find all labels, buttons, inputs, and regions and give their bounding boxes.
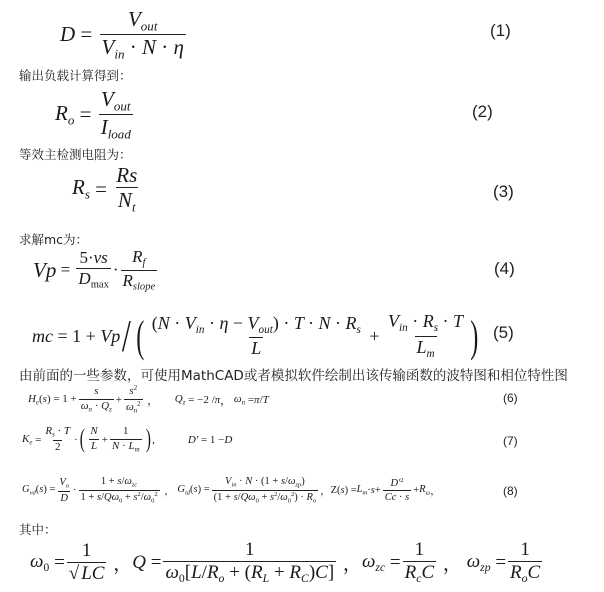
equation-4: Vp = $\frac{5\cdot vs}{D_{max}}$ · $\frac{R_f}{R_{slope}}$ (33, 247, 156, 293)
equation-1: D = $\frac{V_{out}}{V_{in} \cdot N \cdot \eta}$ (60, 7, 184, 62)
equation-number-7: (7) (503, 434, 518, 448)
paragraph-bode-plot: 由前面的一些参数，可使用MathCAD或者模拟软件绘制出该传输函数的波特图和相位特性图 (19, 368, 568, 384)
equation-number-8: (8) (503, 484, 518, 498)
equation-2: $R_o$ = $\frac{V_{out}}{I_{load}}$ (55, 87, 131, 142)
equation-number-6: (6) (503, 391, 518, 405)
equation-5: mc = 1 + Vp / ( $\frac{(N \cdot V_{in} \cdot \eta - V_{out}) \cdot T \cdot N \cdot R_s}{L}$ + $\frac{V_{in} \cdot R_s \cdot T}{L_m}$ ) (32, 309, 479, 361)
equation-number-5: (5) (493, 323, 514, 342)
paragraph-sense-resistor: 等效主检测电阻为： (19, 147, 132, 162)
equation-6: $H_e(s) = 1$ + $\frac{s}{\omega_n \cdot Q_z}$ + $\frac{s^2}{\omega_n^2}$ ， $Q_z$ = −2 / π ， $\omega_n$ = π / T (28, 385, 269, 415)
paragraph-output-load: 输出负载计算得到： (19, 68, 132, 83)
paragraph-solve-mc: 求解mc为： (19, 232, 89, 247)
equation-7: $K_e$ = $\frac{R_s \cdot T}{2}$ · ( $\frac{N}{L}$ + $\frac{1}{N \cdot L_m}$ ) , D' = 1 − D (22, 424, 233, 454)
equation-3: $R_s$ = $\frac{Rs}{N_t}$ (72, 163, 138, 215)
equation-number-1: (1) (490, 21, 511, 40)
paragraph-where: 其中： (19, 522, 57, 537)
equation-9: $\omega_0$ = $\frac{1}{√ LC}$ ， Q = $\frac{1}{\omega_0[L/R_o + (R_L + R_C)C]}$ ， $\omega_{zc}$ = $\frac{1}{R_cC}$ ， $\omega_{zp}$ = $\frac{1}{R_oC}$ (30, 539, 541, 586)
equation-number-2: (2) (472, 102, 493, 121)
equation-8: $G_{vd}(s)$ = $\frac{V_o}{D}$ · $\frac{1 + s/\omega_{zc}}{1 + s/Q\omega_0 + s^2/\omega_0^2}$ ， $G_{id}(s)$ = $\frac{V_{in} \cdot N \cdot (1 + s/\omega_{zp})}{(1 + s/Q\omega_0 + s^2/\omega_0^2) \cdot R_o}$ ， Z( s ) = $L_m$ · s + $\frac{D'^2}{Cc \cdot s}$ + $R_\omega$ ， (22, 476, 441, 505)
equation-number-4: (4) (494, 259, 515, 278)
equation-number-3: (3) (493, 182, 514, 201)
